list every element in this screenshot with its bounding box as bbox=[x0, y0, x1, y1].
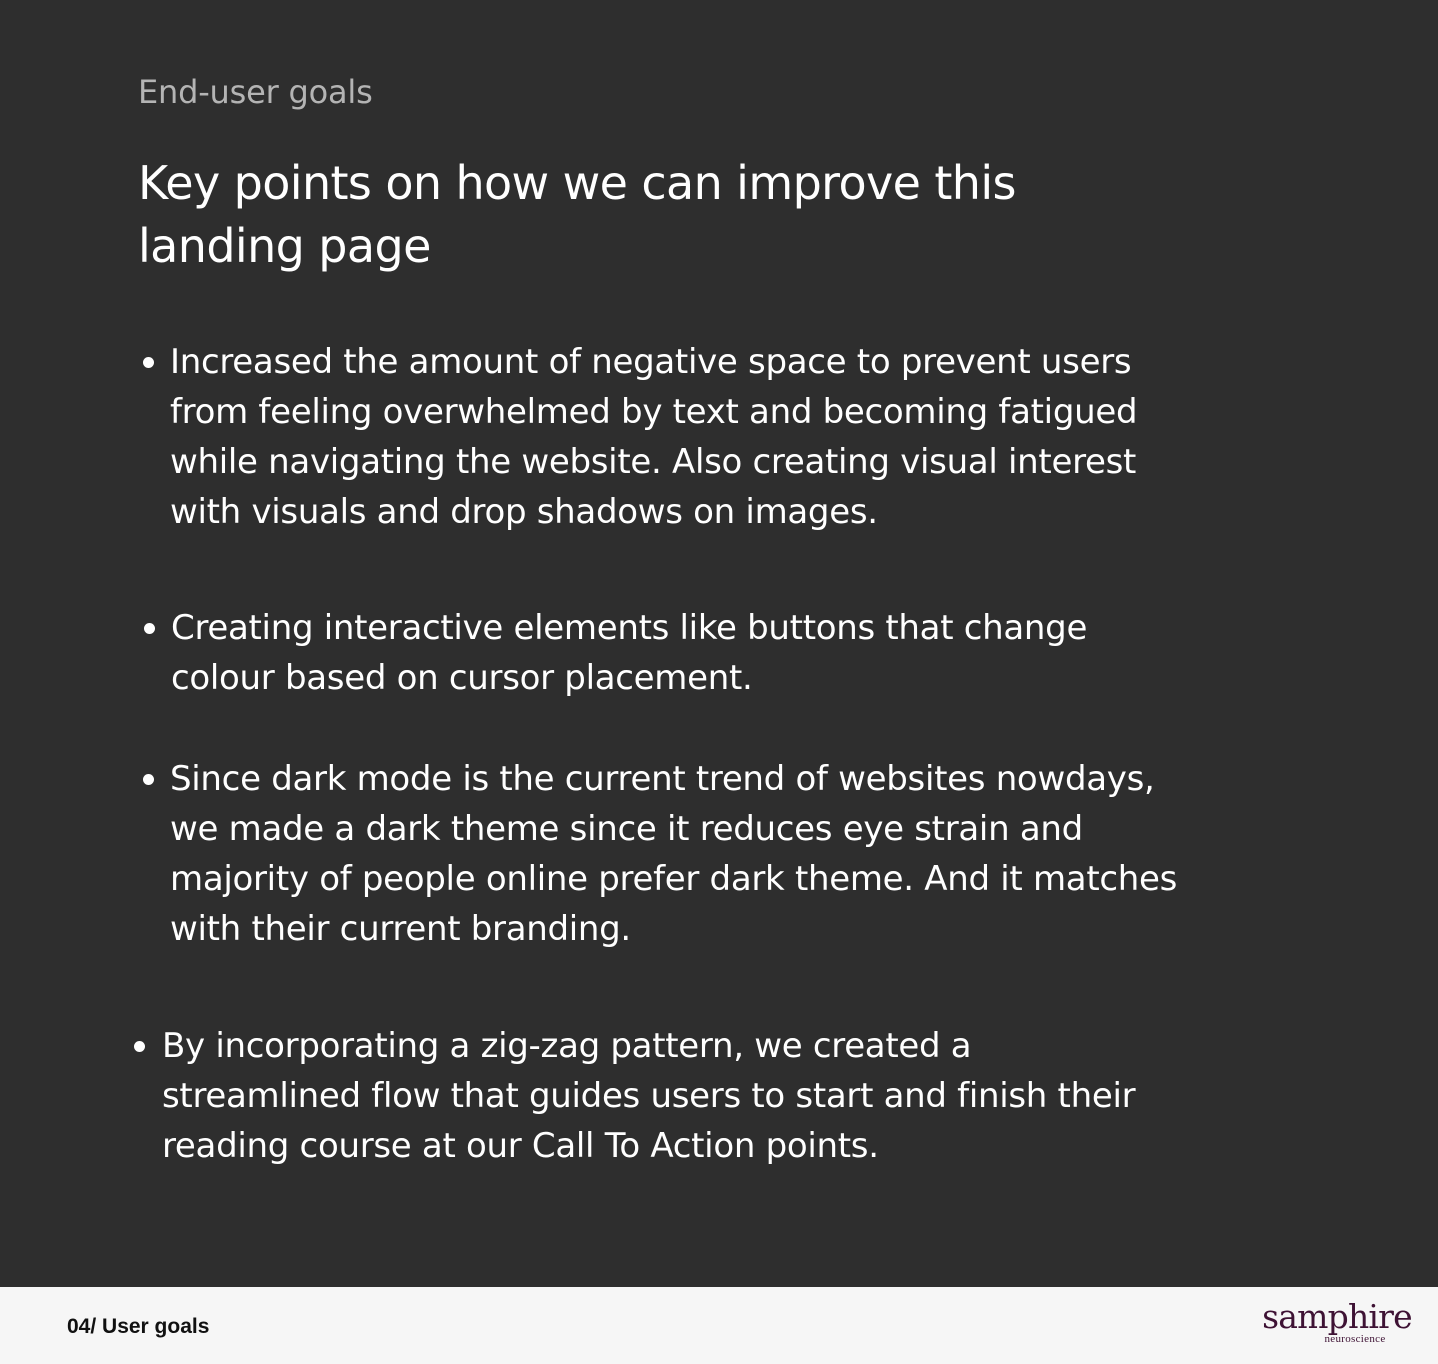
bullet-dot-icon bbox=[143, 774, 154, 785]
bullet-line: we made a dark theme since it reduces eye strain and bbox=[170, 809, 1083, 849]
logo-wordmark: samphire bbox=[1262, 1297, 1412, 1336]
bullet-line: By incorporating a zig-zag pattern, we created a bbox=[162, 1026, 972, 1066]
bullet-dot-icon bbox=[144, 623, 155, 634]
bullet-line: reading course at our Call To Action points. bbox=[162, 1126, 879, 1166]
bullet-line: Creating interactive elements like buttons that change bbox=[171, 608, 1088, 648]
bullet-point bbox=[171, 603, 1087, 703]
bullet-line: colour based on cursor placement. bbox=[171, 658, 753, 698]
bullet-point bbox=[170, 754, 1177, 954]
bullet-point bbox=[170, 337, 1137, 537]
bullet-line: Increased the amount of negative space to prevent users bbox=[170, 342, 1132, 382]
bullet-line: streamlined flow that guides users to start and finish their bbox=[162, 1076, 1136, 1116]
logo-subtitle: neuroscience bbox=[1324, 1333, 1386, 1345]
title-line: Key points on how we can improve this bbox=[138, 156, 1016, 210]
bullet-line: Since dark mode is the current trend of websites nowdays, bbox=[170, 759, 1155, 799]
bullet-line: with visuals and drop shadows on images. bbox=[170, 492, 878, 532]
bullet-point bbox=[162, 1021, 1135, 1171]
samphire-logo bbox=[1262, 1299, 1412, 1359]
title-line: landing page bbox=[138, 219, 431, 273]
bullet-line: with their current branding. bbox=[170, 909, 631, 949]
page-title bbox=[138, 152, 1138, 278]
page-label: 04/ User goals bbox=[67, 1315, 210, 1338]
footer-bar bbox=[0, 1287, 1438, 1364]
bullet-line: majority of people online prefer dark theme. And it matches bbox=[170, 859, 1178, 899]
section-eyebrow: End-user goals bbox=[138, 73, 373, 111]
bullet-line: while navigating the website. Also creating visual interest bbox=[170, 442, 1137, 482]
bullet-dot-icon bbox=[143, 357, 154, 368]
bullet-dot-icon bbox=[134, 1041, 145, 1052]
bullet-line: from feeling overwhelmed by text and becoming fatigued bbox=[170, 392, 1138, 432]
